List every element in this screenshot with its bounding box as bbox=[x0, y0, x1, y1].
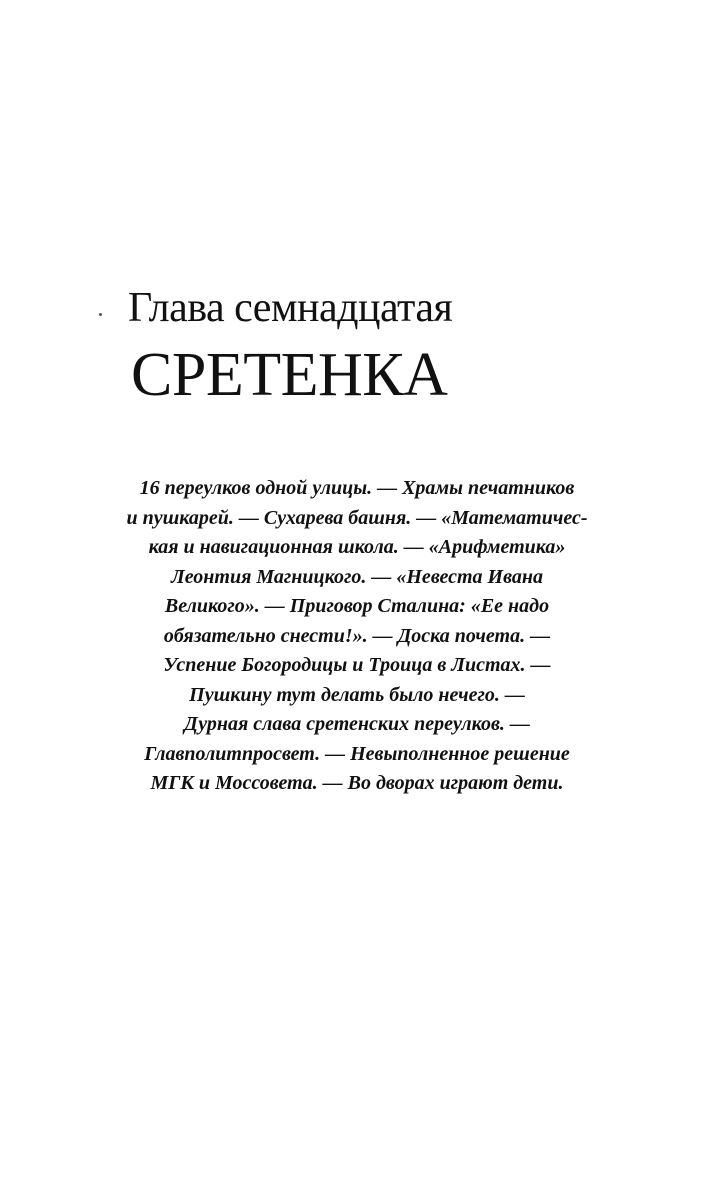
synopsis-line: Дурная слава сретенских переулков. — bbox=[184, 713, 530, 735]
chapter-title: СРЕТЕНКА bbox=[131, 341, 448, 409]
print-speck bbox=[99, 313, 102, 316]
synopsis-line: 16 переулков одной улицы. — Храмы печатников bbox=[139, 477, 575, 499]
synopsis-line: Успение Богородицы и Троица в Листах. — bbox=[163, 654, 551, 676]
synopsis-line: МГК и Моссовета. — Во дворах играют дети. bbox=[150, 772, 564, 794]
synopsis-line: Леонтия Магницкого. — «Невеста Ивана bbox=[170, 565, 544, 588]
synopsis-line: Главполитпросвет. — Невыполненное решение bbox=[144, 742, 570, 765]
synopsis-line: обязательно снести!». — Доска почета. — bbox=[163, 624, 551, 647]
synopsis-line: Великого». — Приговор Сталина: «Ее надо bbox=[164, 595, 550, 617]
synopsis-line: кая и навигационная школа. — «Арифметика» bbox=[148, 536, 566, 558]
chapter-number: Глава семнадцатая bbox=[128, 285, 453, 331]
chapter-synopsis bbox=[40, 474, 674, 799]
synopsis-line: Пушкину тут делать было нечего. — bbox=[189, 683, 525, 706]
synopsis-line: и пушкарей. — Сухарева башня. — «Математичес- bbox=[126, 506, 588, 529]
